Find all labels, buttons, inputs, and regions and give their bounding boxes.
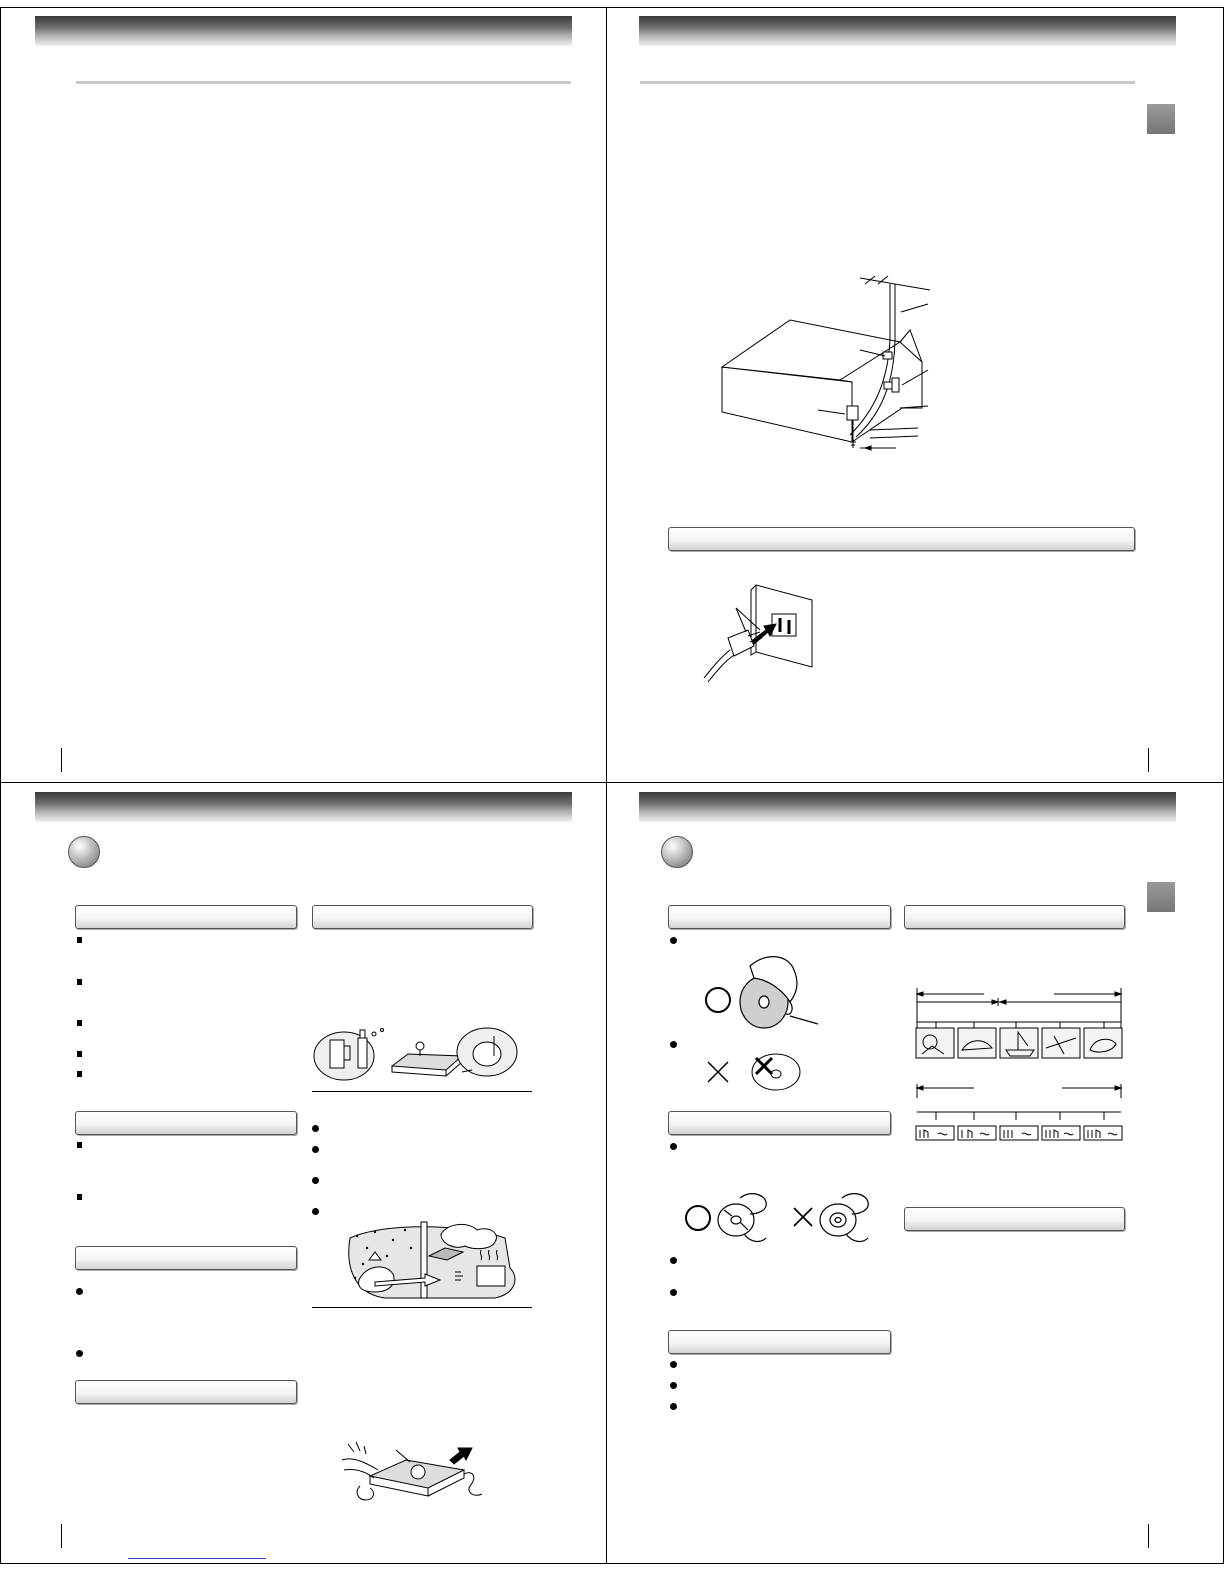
section-bullet-icon: [68, 836, 100, 868]
list-bullet: [77, 1071, 82, 1077]
section-header-bar: [904, 1207, 1125, 1231]
list-bullet: [76, 1288, 83, 1295]
page-number-mark: [61, 748, 62, 772]
section-header-bar: [312, 905, 533, 929]
divider-line: [312, 1091, 532, 1092]
disc-structure-diagram: [914, 988, 1124, 1143]
header-rule: [76, 81, 571, 84]
list-bullet: [77, 979, 82, 985]
header-band: [35, 16, 572, 46]
list-bullet: [670, 1361, 677, 1368]
section-header-bar: [75, 1380, 297, 1404]
section-header-bar: [668, 527, 1135, 551]
hot-environment-illustration: [345, 1218, 520, 1300]
header-band: [639, 16, 1176, 46]
list-bullet: [670, 1041, 677, 1048]
disc-handling-correct-icon: [704, 950, 824, 1035]
vertical-divider: [606, 7, 607, 1563]
list-bullet: [312, 1208, 319, 1215]
page-number-mark: [61, 1524, 62, 1548]
section-tab: [1147, 882, 1175, 912]
list-bullet: [77, 1142, 82, 1148]
disc-handling-incorrect-icon: [706, 1052, 806, 1092]
disc-cleaning-correct-icon: [684, 1188, 770, 1248]
disc-cleaning-incorrect-icon: [792, 1188, 872, 1248]
list-bullet: [76, 1350, 83, 1357]
page-frame: [0, 7, 1224, 1564]
section-header-bar: [904, 905, 1125, 929]
section-bullet-icon: [661, 836, 693, 868]
list-bullet: [670, 1403, 677, 1410]
section-header-bar: [668, 1330, 891, 1354]
list-bullet: [312, 1125, 319, 1132]
polarized-plug-diagram: [700, 580, 820, 685]
section-header-bar: [668, 905, 891, 929]
divider-line: [312, 1307, 532, 1308]
list-bullet: [312, 1146, 319, 1153]
page-number-mark: [1148, 1524, 1149, 1548]
header-rule: [640, 81, 1135, 84]
section-tab: [1147, 104, 1175, 134]
list-bullet: [670, 937, 677, 944]
section-header-bar: [668, 1111, 891, 1135]
section-header-bar: [75, 1111, 297, 1135]
horizontal-divider: [0, 782, 1223, 783]
list-bullet: [670, 1289, 677, 1296]
unplug-illustration: [340, 1440, 485, 1505]
list-bullet: [77, 1051, 82, 1057]
header-band: [639, 792, 1176, 822]
list-bullet: [670, 1257, 677, 1264]
list-bullet: [77, 1194, 82, 1200]
list-bullet: [670, 1382, 677, 1389]
header-band: [35, 792, 572, 822]
list-bullet: [77, 937, 82, 943]
section-header-bar: [75, 905, 297, 929]
list-bullet: [670, 1143, 677, 1150]
footer-link-underline[interactable]: [128, 1558, 266, 1559]
list-bullet: [312, 1177, 319, 1184]
condensation-illustration: [312, 1026, 522, 1086]
list-bullet: [77, 1020, 82, 1026]
page-number-mark: [1148, 748, 1149, 772]
section-header-bar: [75, 1246, 297, 1270]
antenna-grounding-diagram: [700, 270, 960, 470]
